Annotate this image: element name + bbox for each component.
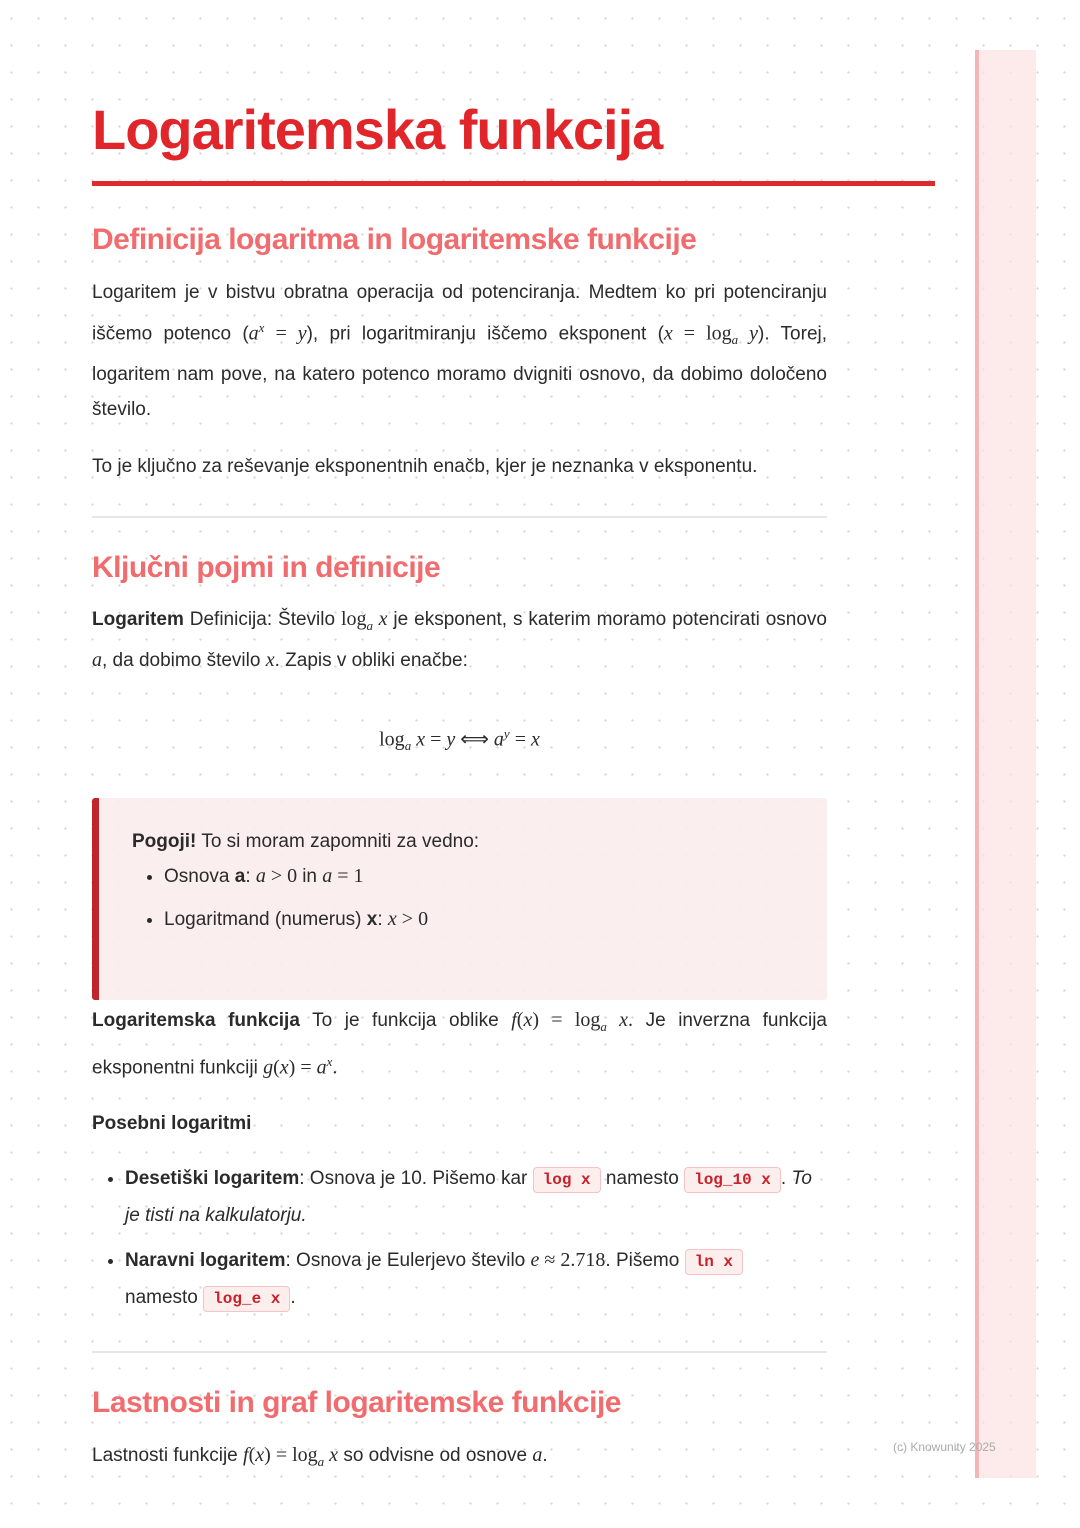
math-variable: a [322,865,333,887]
special-logs-list [92,1161,815,1317]
copyright-footer: (c) Knowunity 2025 [893,1440,996,1454]
bold-text: Desetiški logaritem [125,1168,300,1190]
math-text: = [425,728,447,751]
inline-code: log x [533,1167,601,1193]
bold-text: Pogoji! [132,831,197,852]
math-text: . [332,1056,338,1079]
text: , da dobimo število [102,649,266,671]
math-text: ) = [288,1056,317,1079]
margin-strip [975,50,1036,1478]
subscript: a [404,738,412,754]
list-item [164,859,827,894]
text: : [377,909,388,930]
math-text: = [509,728,531,751]
math-variable: x [324,1444,339,1467]
math-text: > 0 [396,908,429,930]
math-variable: x [265,648,275,671]
text: Definicija: Število [183,609,341,631]
divider [92,1351,827,1353]
section-heading: Ključni pojmi in definicije [92,551,441,585]
math-variable: x [606,1009,629,1031]
italic-text: To je tisti na kalkulatorju. [125,1168,812,1227]
math-variable: x [279,1056,289,1079]
math-text: ( [248,1444,256,1467]
inline-code: log_e x [203,1286,290,1312]
text: . [542,1445,548,1467]
paragraph [92,602,827,678]
text: Logaritem je v bistvu obratna operacija od potenciranja. Medtem ko pri potenciranju iščemo potenco ( [92,282,827,345]
conditions-list [132,859,827,937]
math-text: ⟺ [455,728,494,751]
subscript: a [366,617,374,633]
text: ), pri logaritmiranju iščemo eksponent ( [306,323,664,345]
document [92,92,827,763]
math-variable: a [316,1056,327,1079]
text: in [302,866,323,887]
subscript: a [731,332,739,348]
text: so odvisne od osnove [338,1445,533,1467]
superscript: y [503,725,510,741]
text: je eksponent, s katerim moramo potencirati osnovo [387,609,827,631]
text: Lastnosti funkcije [92,1445,244,1467]
section-heading: Definicija logaritma in logaritemske funkcije [92,223,697,256]
text: Osnova [164,866,235,887]
bold-text: x [366,909,378,930]
text: . [290,1287,296,1309]
math-text: log [340,608,367,631]
bold-text: Logaritemska funkcija [92,1010,300,1031]
math-text: ) = log [532,1009,601,1031]
math-variable: x [387,908,397,930]
math-variable: a [248,322,259,345]
paragraph [92,1003,827,1085]
superscript: x [258,320,265,335]
math-text: ( [273,1056,280,1079]
text: ). Torej, logaritem nam pove, na katero potenco moramo dvigniti osnovo, da dobimo določeno število. [92,323,828,421]
math-text: = [264,322,298,345]
text: Je inverzna funkcija eksponentni funkciji [92,1010,827,1079]
divider [92,516,827,518]
text: . Zapis v obliki enačbe: [274,649,468,671]
math-variable: y [446,728,456,751]
text: To je funkcija oblike [299,1010,512,1031]
math-variable: a [92,648,102,671]
math-variable: x [255,1444,265,1467]
math-variable: x [530,728,540,751]
text: : Osnova je 10. Pišemo kar [299,1168,533,1190]
math-variable: y [297,322,307,345]
math-text: ( [516,1009,524,1031]
bold-text: a [234,866,246,887]
paragraph [92,449,827,484]
list-item [125,1161,815,1233]
callout-intro [132,824,827,859]
list-item [125,1243,815,1317]
text: To je ključno za reševanje eksponentnih enačb, kjer je neznanka v eksponentu. [92,456,758,478]
math-variable: f [511,1009,517,1031]
math-text: ≈ 2.718 [539,1249,606,1272]
paragraph [92,275,827,427]
inline-code: ln x [685,1249,743,1275]
equation [92,716,827,763]
math-text: ) = log [264,1444,318,1467]
math-text: > 0 [265,865,303,887]
math-text: . [628,1009,634,1031]
superscript: x [326,1053,333,1069]
math-variable: y [738,322,759,345]
math-variable: g [263,1056,274,1079]
text: : [245,866,256,887]
paragraph [92,1438,827,1479]
page-title: Logaritemska funkcija [92,98,663,161]
math-variable: a [255,865,266,887]
bold-text: Naravni logaritem [125,1250,286,1272]
conditions-callout [92,798,827,1000]
subscript: a [317,1453,325,1469]
math-variable: a [532,1444,543,1467]
math-variable: x [373,608,388,631]
math-variable: x [411,728,426,751]
text: namesto [600,1168,685,1190]
math-variable: a [493,728,504,751]
math-variable: x [663,322,673,345]
math-text: = log [672,322,732,345]
math-variable: f [243,1444,249,1467]
text: . Pišemo [605,1250,685,1272]
math-variable: e [530,1249,540,1272]
inline-code: log_10 x [684,1167,781,1193]
text: : Osnova je Eulerjevo število [285,1250,531,1272]
math-text: log [379,728,405,751]
section-heading: Lastnosti in graf logaritemske funkcije [92,1386,621,1420]
subheading: Posebni logaritmi [92,1113,252,1135]
text: namesto [125,1287,204,1309]
math-variable: x [523,1009,533,1031]
list-item [164,902,827,937]
subscript: a [600,1018,607,1034]
math-text: = 1 [332,865,364,887]
text: . [780,1168,792,1190]
text: To si moram zapomniti za vedno: [196,831,480,852]
document-continued [92,1003,827,1479]
text: Logaritmand (numerus) [164,909,367,930]
bold-text: Logaritem [92,609,184,631]
